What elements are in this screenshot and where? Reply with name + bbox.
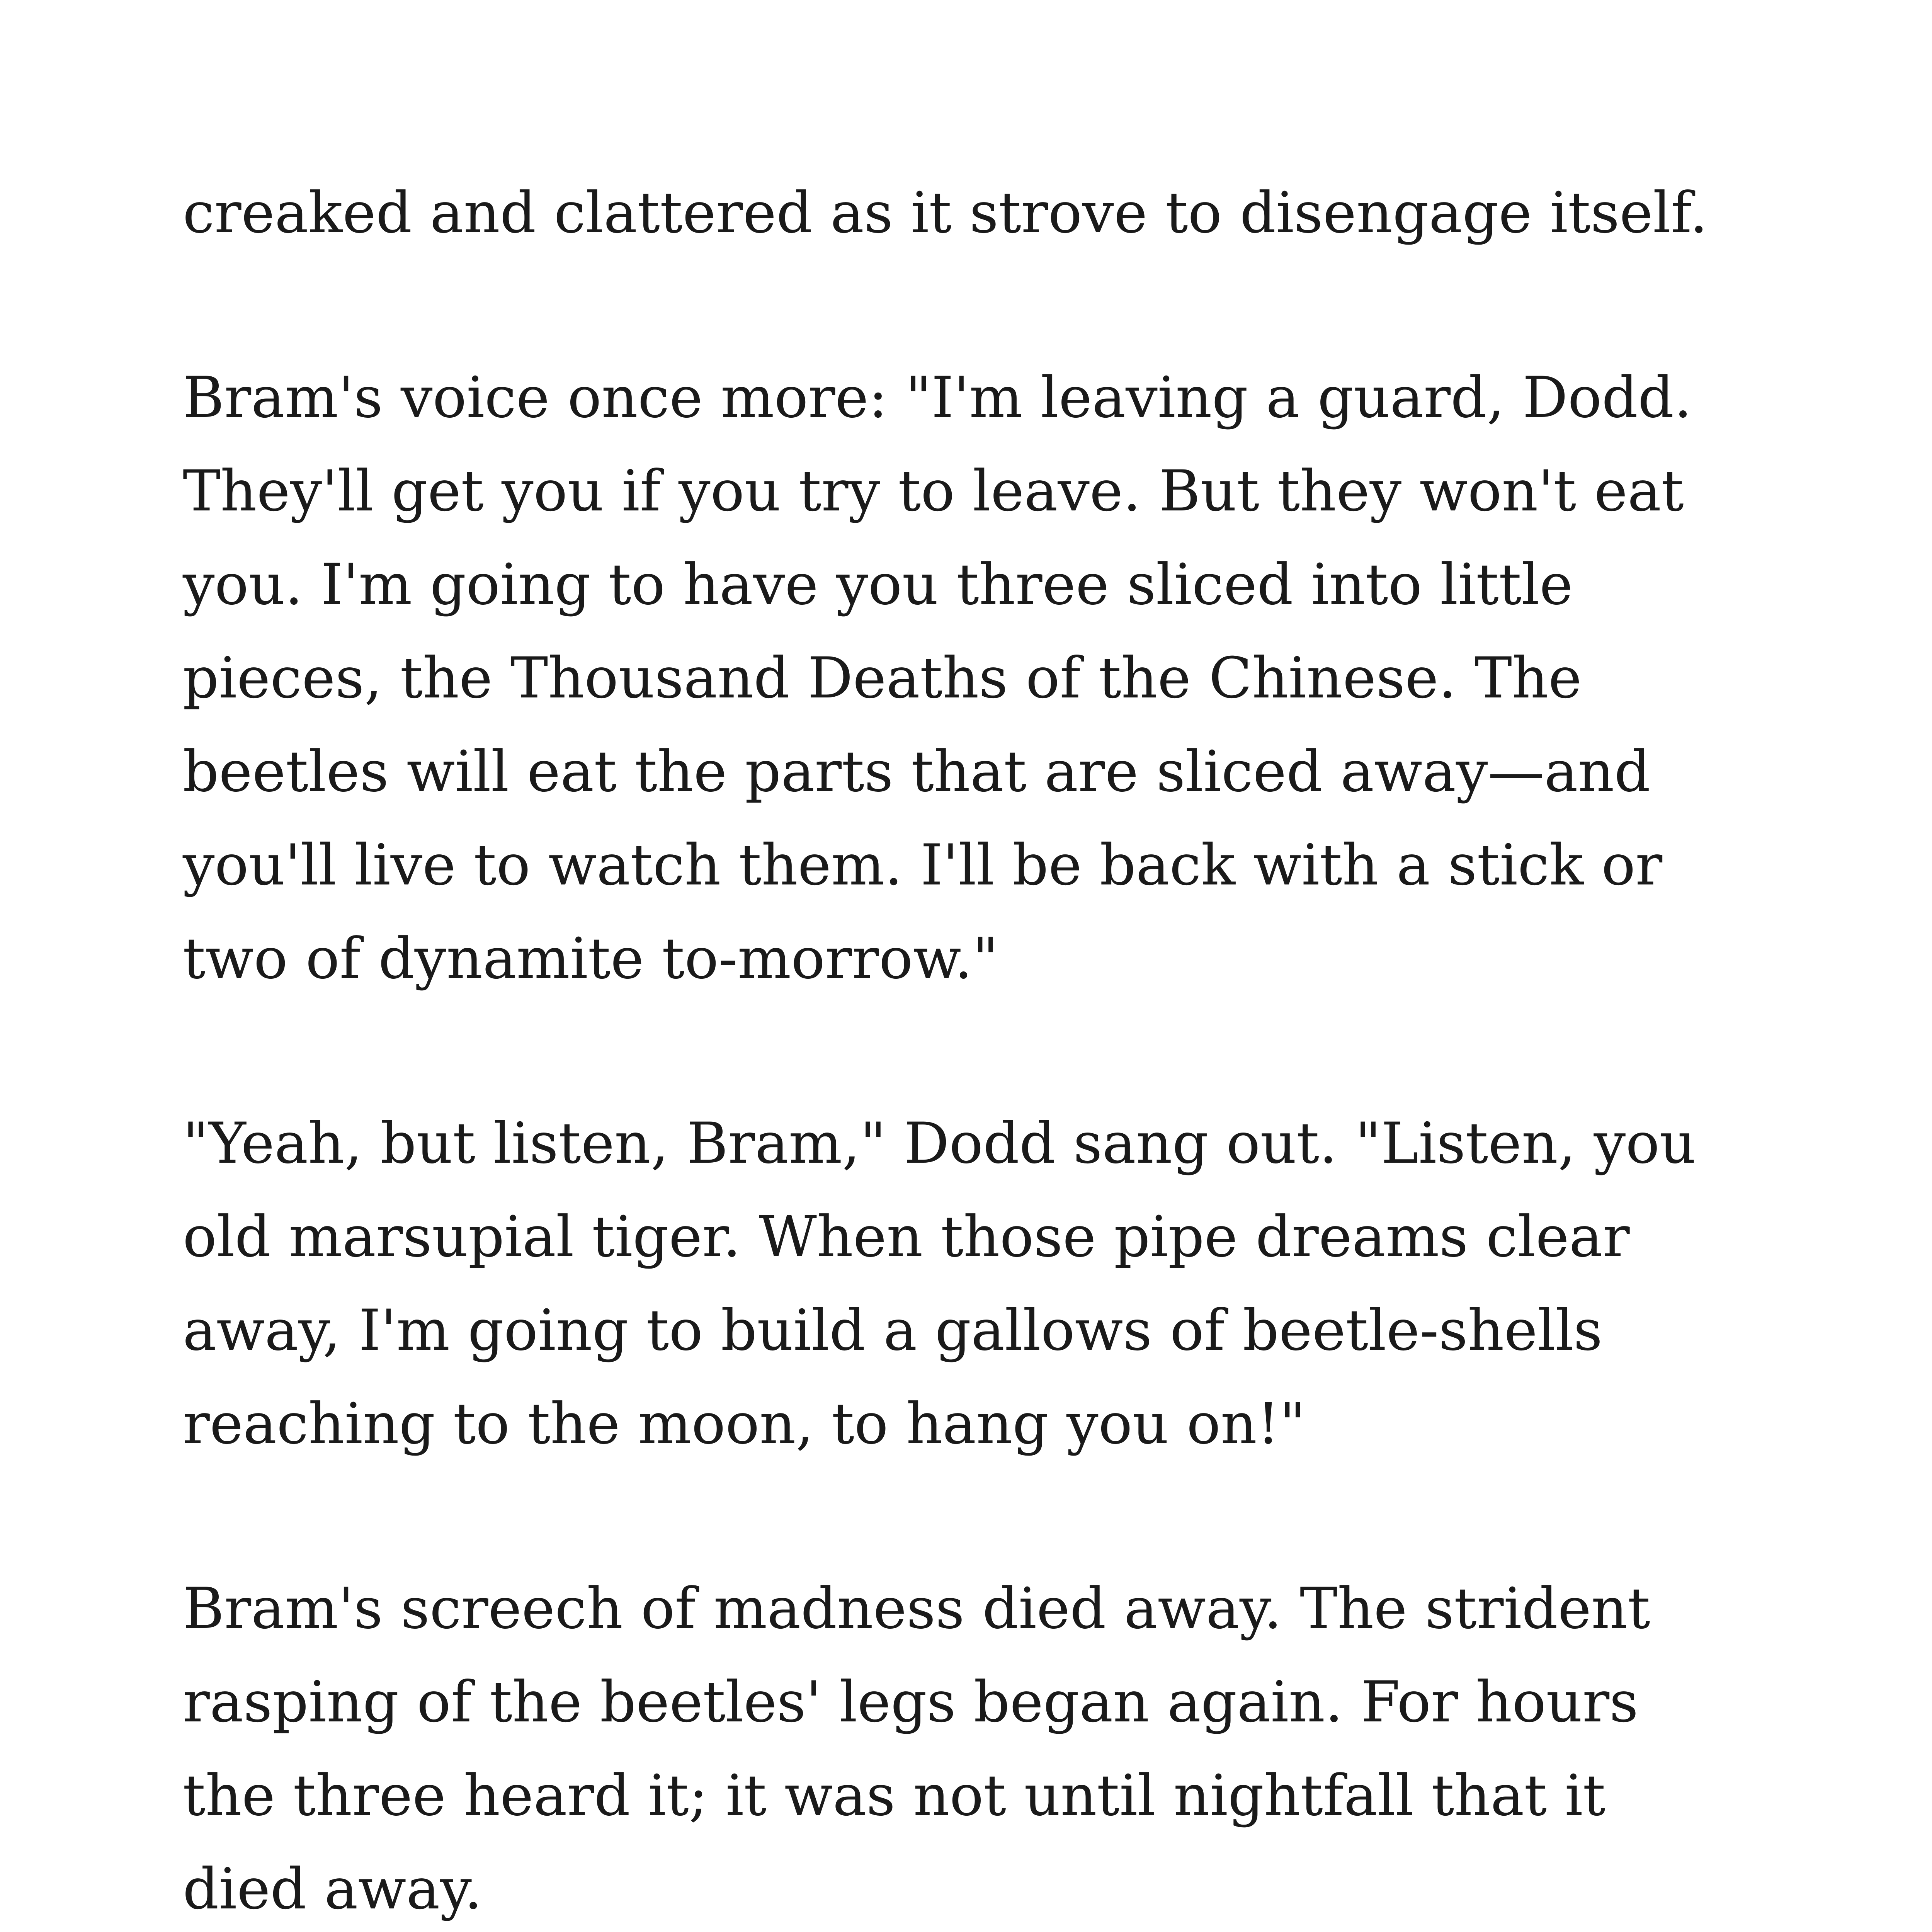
text-line: you. I'm going to have you three sliced into little <box>183 552 1573 617</box>
text-line: old marsupial tiger. When those pipe dreams clear <box>183 1204 1630 1270</box>
text-line: you'll live to watch them. I'll be back with a stick or <box>183 832 1663 898</box>
text-line: reaching to the moon, to hang you on!" <box>183 1391 1306 1457</box>
text-line: two of dynamite to-morrow." <box>183 926 998 992</box>
text-line: the three heard it; it was not until nightfall that it <box>183 1763 1605 1828</box>
text-line: creaked and clattered as it strove to disengage itself. <box>183 180 1708 246</box>
text-line: away, I'm going to build a gallows of beetle-shells <box>183 1298 1603 1363</box>
paragraph-1 <box>183 166 1844 260</box>
text-line: beetles will eat the parts that are sliced away—and <box>183 739 1651 804</box>
paragraph-4 <box>183 1562 1844 1932</box>
text-line: "Yeah, but listen, Bram," Dodd sang out. "Listen, you <box>183 1111 1696 1176</box>
paragraph-2 <box>183 351 1844 1005</box>
text-line: Bram's voice once more: "I'm leaving a guard, Dodd. <box>183 365 1692 430</box>
paragraph-3 <box>183 1097 1844 1471</box>
text-line: died away. <box>183 1856 482 1922</box>
text-line: Bram's screech of madness died away. The strident <box>183 1576 1650 1641</box>
text-column <box>183 166 1844 1932</box>
text-line: pieces, the Thousand Deaths of the Chinese. The <box>183 645 1582 711</box>
text-line: rasping of the beetles' legs began again. For hours <box>183 1669 1639 1735</box>
text-line: They'll get you if you try to leave. But they won't eat <box>183 458 1684 524</box>
